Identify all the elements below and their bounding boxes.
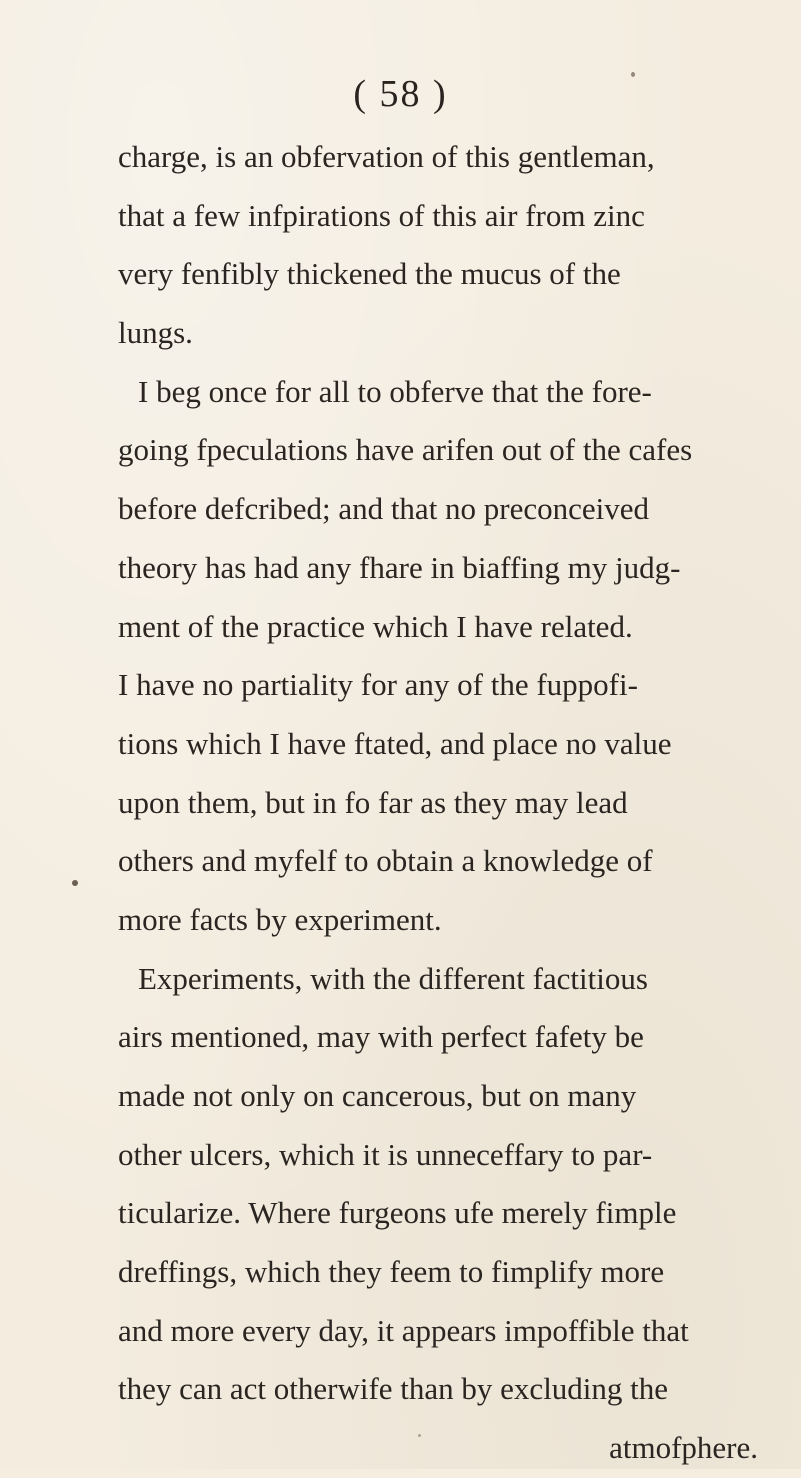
text-line: more facts by experiment. xyxy=(118,901,442,937)
text-line: ticularize. Where furgeons ufe merely fimple xyxy=(118,1195,677,1231)
text-line: made not only on cancerous, but on many xyxy=(118,1078,637,1113)
paper-speck xyxy=(631,72,635,77)
text-line: dreffings, which they feem to fimplify more xyxy=(118,1254,665,1290)
page-number: ( 58 ) xyxy=(353,73,448,115)
text-line: and more every day, it appears impoffible that xyxy=(118,1312,689,1348)
text-line: going fpeculations have arifen out of the cafes xyxy=(118,432,693,468)
body-text xyxy=(118,128,788,1478)
text-line: they can act otherwife than by excluding the xyxy=(118,1371,669,1407)
text-line: lungs. xyxy=(118,315,193,351)
paragraph-start-line: I beg once for all to obferve that the fore- xyxy=(138,373,652,409)
final-line: atmofphere. xyxy=(609,1430,758,1466)
paper-speck xyxy=(72,880,78,886)
paper-speck xyxy=(418,1434,421,1437)
text-line: I have no partiality for any of the fuppofi- xyxy=(118,667,638,703)
text-line: airs mentioned, may with perfect fafety be xyxy=(118,1019,644,1055)
text-line: very fenfibly thickened the mucus of the xyxy=(118,256,621,292)
paragraph-start-line: Experiments, with the different factitious xyxy=(138,960,648,996)
text-line: tions which I have ftated, and place no value xyxy=(118,725,672,761)
text-line: that a few infpirations of this air from zinc xyxy=(118,197,645,233)
text-line: charge, is an obfervation of this gentleman, xyxy=(118,139,655,174)
text-line: theory has had any fhare in biaffing my judg- xyxy=(118,549,681,585)
text-line: upon them, but in fo far as they may lead xyxy=(118,784,628,820)
text-line: ment of the practice which I have related. xyxy=(118,608,633,644)
text-line: other ulcers, which it is unneceffary to par- xyxy=(118,1136,653,1172)
text-line: others and myfelf to obtain a knowledge of xyxy=(118,843,653,879)
text-line: before defcribed; and that no preconceived xyxy=(118,491,650,527)
